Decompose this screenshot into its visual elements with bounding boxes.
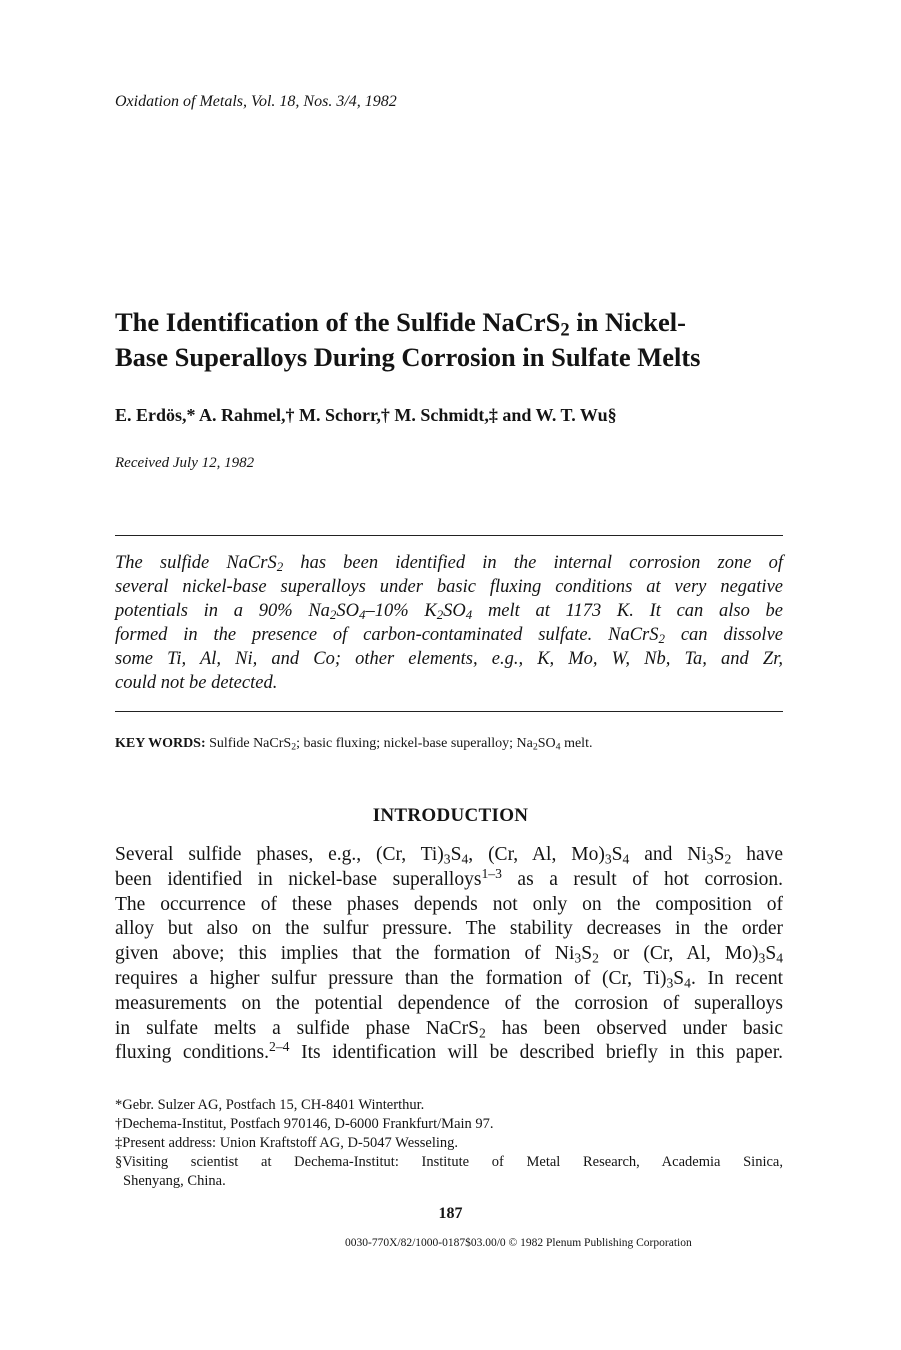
section-heading-introduction: INTRODUCTION <box>372 805 529 826</box>
title-line: The Identification of the Sulfide NaCrS$_2$ in Nickel- <box>115 307 686 341</box>
abstract-line: could not be detected. <box>115 673 278 693</box>
body-line: measurements on the potential dependence of the corrosion of superalloys <box>115 992 783 1014</box>
footnote: ‡Present address: Union Kraftstoff AG, D-5047 Wesseling. <box>115 1135 459 1151</box>
footnote: †Dechema-Institut, Postfach 970146, D-6000 Frankfurt/Main 97. <box>115 1116 494 1132</box>
body-line: in sulfate melts a sulfide phase NaCrS$_2$ has been observed under basic <box>115 1017 783 1040</box>
body-line: Several sulfide phases, e.g., (Cr, $Ti)_3S_4$, (Cr, Al, $Mo)_3S_4$ and $Ni_3S_2$ have <box>115 844 784 867</box>
abstract-line: formed in the presence of carbon-contaminated sulfate. NaCrS$_2$ can dissolve <box>115 625 783 647</box>
footnote: Shenyang, China. <box>123 1173 226 1189</box>
body-line: been identified in nickel-base superalloys$^{1-3}$ as a result of hot corrosion. <box>115 865 783 890</box>
page-number: 187 <box>438 1205 463 1222</box>
body-line: given above; this implies that the formation of $Ni_3S_2$ or (Cr, Al, $Mo)_3S_4$ <box>115 943 784 966</box>
paper-title <box>115 305 805 375</box>
abstract-bottom-rule <box>115 711 783 712</box>
abstract-top-rule <box>115 535 783 536</box>
copyright-line: 0030-770X/82/1000-0187$03.00/0 © 1982 Plenum Publishing Corporation <box>345 1237 692 1249</box>
abstract <box>115 551 783 695</box>
abstract-line: The sulfide NaCrS$_2$ has been identified in the internal corrosion zone of <box>115 553 783 575</box>
body-line: alloy but also on the sulfur pressure. The stability decreases in the order <box>115 918 783 940</box>
abstract-line: several nickel-base superalloys under basic fluxing conditions at very negative <box>115 577 783 597</box>
journal-citation: Oxidation of Metals, Vol. 18, Nos. 3/4, 1982 <box>115 93 397 110</box>
title-line: Base Superalloys During Corrosion in Sulfate Melts <box>115 342 701 372</box>
body-line: requires a higher sulfur pressure than the formation of (Cr, $Ti)_3S_4$. In recent <box>115 967 783 991</box>
received-date: Received July 12, 1982 <box>115 455 255 471</box>
footnote: *Gebr. Sulzer AG, Postfach 15, CH-8401 Winterthur. <box>115 1097 425 1113</box>
author-list: E. Erdös,* A. Rahmel,† M. Schorr,† M. Schmidt,‡ and W. T. Wu§ <box>115 405 617 425</box>
keywords <box>115 736 592 752</box>
footnotes <box>115 1096 783 1191</box>
abstract-line: potentials in a 90% $Na_2SO_4-10\%$ $K_2SO_4$ melt at 1173 K. It can also be <box>115 601 783 623</box>
keywords-label: KEY WORDS: <box>115 736 206 751</box>
introduction-body <box>115 843 783 1066</box>
body-line: fluxing conditions.$^{2-4}$ Its identification will be described briefly in this paper. <box>115 1039 784 1064</box>
footnote: §Visiting scientist at Dechema-Institut: Institute of Metal Research, Academia Sinica, <box>115 1154 783 1170</box>
keywords-text: Sulfide NaCrS$_2$; basic fluxing; nickel-base superalloy; $Na_2SO_4$ melt. <box>209 736 593 753</box>
abstract-line: some Ti, Al, Ni, and Co; other elements, e.g., K, Mo, W, Nb, Ta, and Zr, <box>115 649 783 669</box>
body-line: The occurrence of these phases depends not only on the composition of <box>115 893 783 915</box>
